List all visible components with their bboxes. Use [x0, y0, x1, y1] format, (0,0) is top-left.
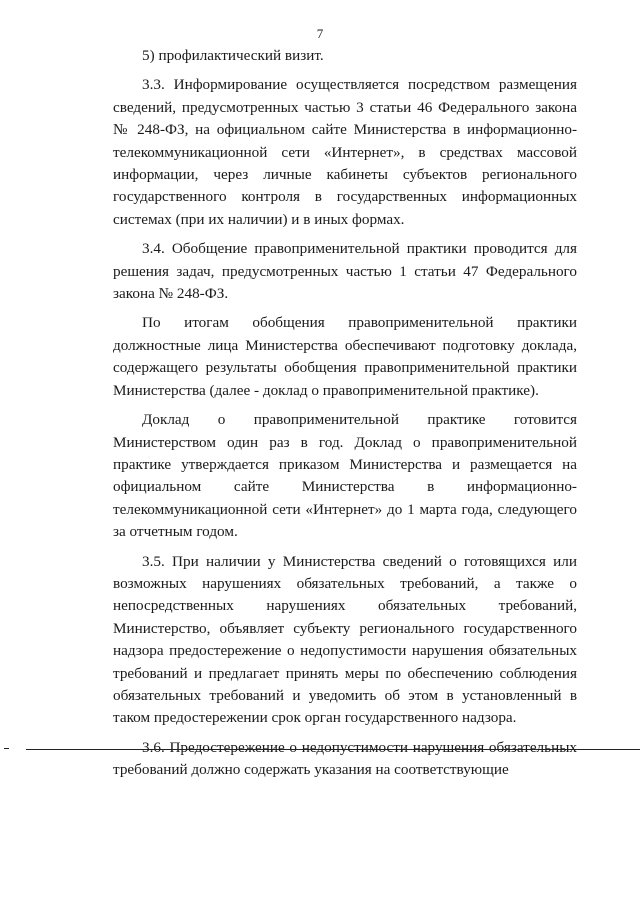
paragraph-3-6: 3.6. Предостережение о недопустимости нарушения обязательных требований должно содержать указания на соответствующие: [113, 738, 577, 779]
paragraph-3-3: 3.3. Информирование осуществляется посредством размещения сведений, предусмотренных частью 3 статьи 46 Федерального закона № 248-ФЗ, на официальном сайте Министерства в информационно-телекоммуникационной сети «Интернет», в средствах массовой информации, через личные кабинеты субъектов регионального государственного контроля в государственных информационных системах (при их наличии) и в иных формах.: [113, 76, 577, 228]
paragraph-3-5: 3.5. При наличии у Министерства сведений о готовящихся или возможных нарушениях обязательных требований, а также о непосредственных нарушениях обязательных требований, Министерство, объявляет субъекту регионального государственного надзора предостережение о недопустимости нарушения обязательных требований и предлагает принять меры по обеспечению соблюдения обязательных требований и уведомить об этом в установленный в таком предостережении срок орган государственного надзора.: [113, 552, 577, 727]
paragraph-report-annual: Доклад о правоприменительной практике готовится Министерством один раз в год. Доклад о правоприменительной практике утверждается приказом Министерства и размещается на официальном сайте Министерства в информационно-телекоммуникационной сети «Интернет» до 1 марта года, следующего за отчетным годом.: [113, 411, 577, 541]
left-margin-mark: [4, 748, 9, 749]
paragraph-item-5: 5) профилактический визит.: [142, 47, 324, 64]
page-number: 7: [316, 26, 324, 41]
paragraph-3-4: 3.4. Обобщение правоприменительной практики проводится для решения задач, предусмотренных частью 1 статьи 47 Федерального закона № 248-ФЗ.: [113, 240, 577, 303]
page-divider-line: [26, 749, 640, 750]
document-body: [113, 45, 577, 782]
paragraph-generalization-results: По итогам обобщения правоприменительной практики должностные лица Министерства обеспечивают подготовку доклада, содержащего результаты обобщения правоприменительной практики Министерства (далее - доклад о правоприменительной практике).: [113, 314, 577, 399]
